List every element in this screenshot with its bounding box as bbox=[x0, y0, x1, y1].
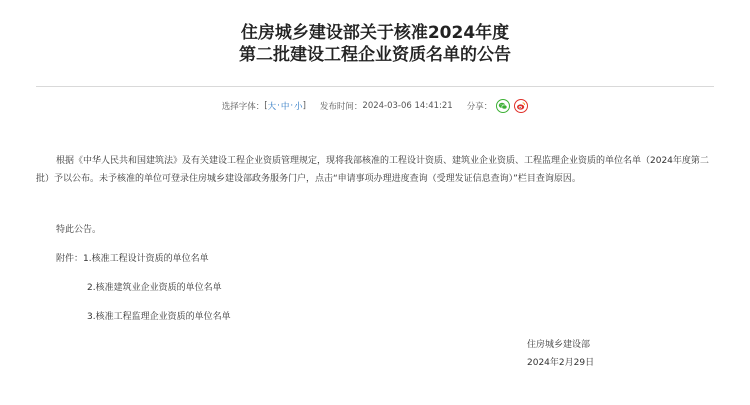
attachment-link-3[interactable]: 3.核准工程监理企业资质的单位名单 bbox=[87, 312, 231, 322]
font-size-label: 选择字体： bbox=[221, 102, 265, 112]
attachment-link-2[interactable]: 2.核准建筑业企业资质的单位名单 bbox=[87, 283, 222, 293]
share-label: 分享： bbox=[466, 102, 493, 112]
article-meta-bar bbox=[0, 98, 750, 114]
title-divider bbox=[36, 86, 714, 87]
attachment-label: 附件： bbox=[56, 254, 84, 264]
main-paragraph: 根据《中华人民共和国建筑法》及有关建设工程企业资质管理规定，现将我部核准的工程设计资质、建筑业企业资质、工程监理企业资质的单位名单（2024年度第二批）予以公布。未予核准的单位可登录住房城乡建设部政务服务门户，点击“申请事项办理进度查询（受理发证信息查询）”栏目查询原因。 bbox=[36, 156, 709, 184]
title-line-1: 住房城乡建设部关于核准2024年度 bbox=[240, 23, 510, 43]
weibo-share-icon[interactable] bbox=[514, 99, 528, 113]
article-title bbox=[0, 22, 750, 66]
bracket-open: [ bbox=[264, 101, 268, 111]
wechat-share-icon[interactable] bbox=[496, 99, 510, 113]
title-line-2: 第二批建设工程企业资质名单的公告 bbox=[239, 45, 511, 65]
attachment-row-1 bbox=[56, 252, 209, 266]
weibo-icon bbox=[516, 101, 526, 111]
publish-time-value: 2024-03-06 14:41:21 bbox=[362, 101, 453, 111]
wechat-icon bbox=[498, 101, 508, 111]
separator-dot: · bbox=[290, 101, 294, 111]
font-size-small-link[interactable]: 小 bbox=[294, 102, 303, 112]
font-size-medium-link[interactable]: 中 bbox=[280, 102, 290, 112]
font-size-large-link[interactable]: 大 bbox=[267, 102, 277, 112]
signature-date: 2024年2月29日 bbox=[527, 358, 595, 368]
closing-notice: 特此公告。 bbox=[56, 225, 102, 235]
publish-time-label: 发布时间： bbox=[319, 102, 363, 112]
separator-dot: · bbox=[277, 101, 280, 111]
bracket-close: ] bbox=[302, 101, 306, 111]
signature-org: 住房城乡建设部 bbox=[527, 340, 591, 350]
attachment-link-1[interactable]: 1.核准工程设计资质的单位名单 bbox=[83, 254, 209, 264]
article-body bbox=[36, 152, 716, 188]
